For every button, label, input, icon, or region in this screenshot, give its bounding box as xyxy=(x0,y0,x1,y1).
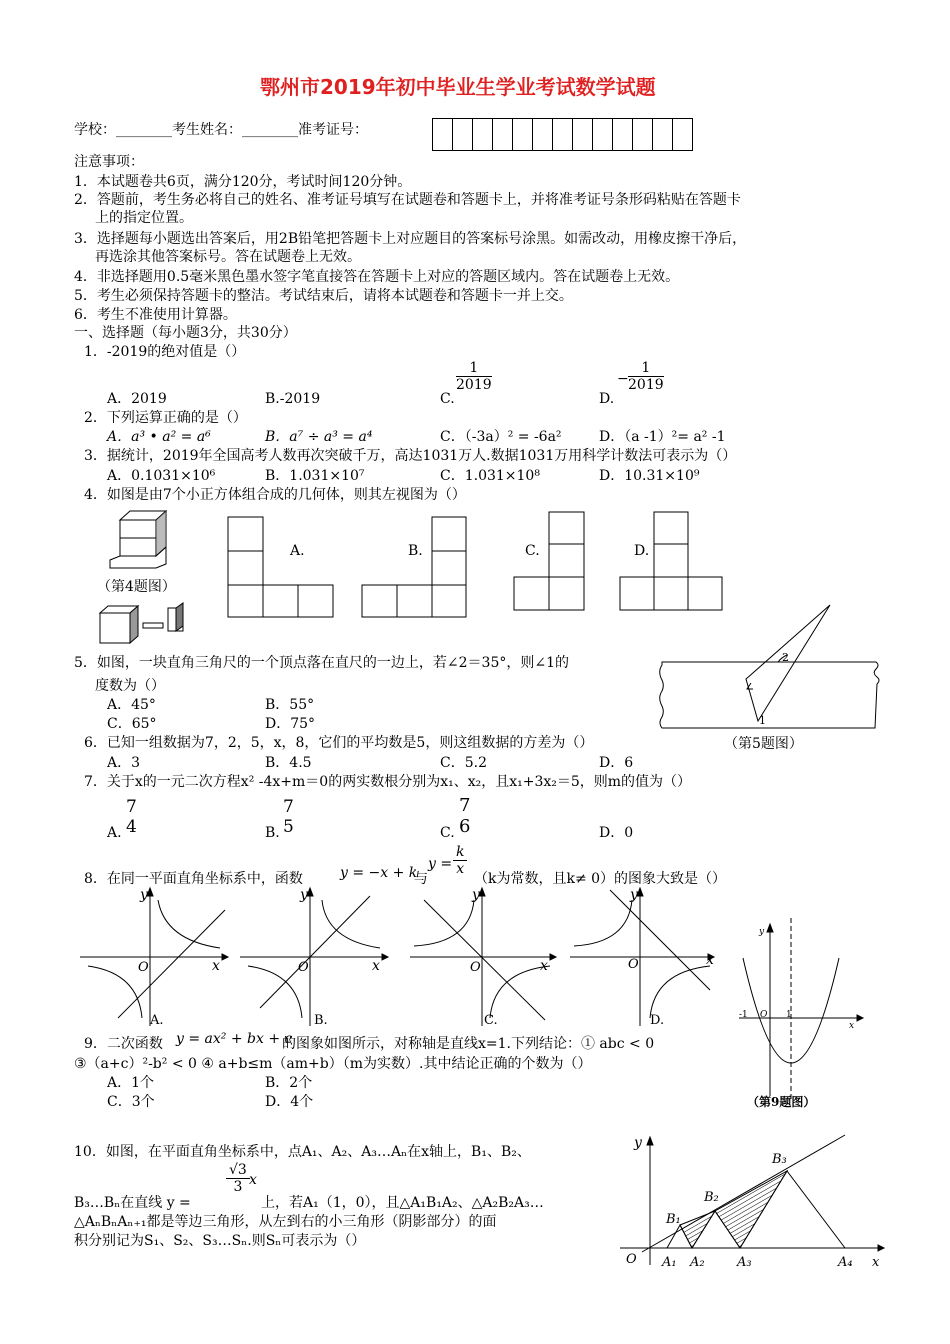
notice-item: 3．选择题每小题选出答案后，用2B铅笔把答题卡上对应题目的答案标号涂黑。如需改动，用橡皮擦干净后， xyxy=(74,231,747,247)
q7-option-a: A. xyxy=(107,825,122,841)
q6-option-b: B．4.5 xyxy=(265,755,312,771)
question-7-stem: 7．关于x的一元二次方程x² -4x+m＝0的两实数根分别为x₁、x₂，且x₁+3x₂＝5，则m的值为（） xyxy=(84,774,692,790)
id-digit-box[interactable] xyxy=(452,118,473,151)
question-10-stem: 10．如图，在平面直角坐标系中，点A₁、A₂、A₃…Aₙ在x轴上，B₁、B₂、 xyxy=(74,1144,531,1160)
notice-item: 6．考生不准使用计算器。 xyxy=(74,307,237,323)
q5-option-c: C．65° xyxy=(107,716,157,732)
q4-option-d-grid xyxy=(619,511,729,611)
q7-option-c: C. xyxy=(440,825,455,841)
question-5-stem-2: 度数为（） xyxy=(95,678,165,694)
id-digit-box[interactable] xyxy=(612,118,633,151)
q8-graph-a xyxy=(80,888,230,1028)
q6-option-a: A．3 xyxy=(107,755,141,771)
q10-b2-label: B₂ xyxy=(704,1190,719,1205)
q1-option-d-sign: − xyxy=(617,371,629,387)
id-digit-box[interactable] xyxy=(672,118,693,151)
question-6-stem: 6．已知一组数据为7，2，5，x，8，它们的平均数是5，则这组数据的方差为（） xyxy=(84,735,594,751)
q4-option-b: B. xyxy=(408,543,423,559)
q7-option-b-fraction: 7 5 xyxy=(283,797,294,837)
q7-option-b: B. xyxy=(265,825,280,841)
q6-option-c: C．5.2 xyxy=(440,755,487,771)
q10-line-x: x xyxy=(249,1172,257,1188)
q8-a-origin-label: O xyxy=(138,960,149,975)
q1-option-d: D. xyxy=(599,391,615,407)
q4-option-d: D. xyxy=(634,543,650,559)
q2-option-c: C．（-3a）² = -6a² xyxy=(440,429,562,445)
q1-option-c-fraction: $\frac{1}{2019}$ xyxy=(456,360,492,393)
question-8-stem-pre: 8．在同一平面直角坐标系中，函数 xyxy=(84,871,303,887)
q3-option-a: A．0.1031×10⁶ xyxy=(107,468,216,484)
q4-option-c-grid xyxy=(513,511,623,611)
q10-x-axis-label: x xyxy=(872,1255,880,1270)
q8-option-a: A. xyxy=(150,1013,164,1028)
q1-option-a: A．2019 xyxy=(107,391,167,407)
q10-triangles-figure xyxy=(620,1135,890,1275)
question-1-stem: 1．-2019的绝对值是（） xyxy=(84,344,246,360)
q8-b-origin-label: O xyxy=(298,960,309,975)
question-5-stem: 5．如图，一块直角三角尺的一个顶点落在直尺的一边上，若∠2＝35°，则∠1的 xyxy=(74,655,569,671)
q8-function-1: y = −x + k xyxy=(340,865,418,881)
q5-option-b: B．55° xyxy=(265,697,315,713)
id-digit-box[interactable] xyxy=(532,118,553,151)
q9-origin-label: O xyxy=(760,1010,768,1020)
id-digit-box[interactable] xyxy=(592,118,613,151)
q9-option-b: B．2个 xyxy=(265,1075,313,1091)
q6-option-d: D．6 xyxy=(599,755,634,771)
q8-b-y-axis-label: y xyxy=(300,887,308,903)
q3-option-b: B．1.031×10⁷ xyxy=(265,468,365,484)
q10-b1-label: B₁ xyxy=(666,1212,681,1227)
q5-angle-1-label: 1 xyxy=(759,714,766,727)
question-8-stem-post: （k为常数，且k≠ 0）的图象大致是（） xyxy=(474,871,727,887)
q4-option-a: A. xyxy=(290,543,305,559)
q9-x-axis-label: x xyxy=(849,1021,855,1031)
id-digit-box[interactable] xyxy=(652,118,673,151)
q4-option-b-grid xyxy=(360,516,470,616)
q9-tick-neg1: -1 xyxy=(739,1010,748,1020)
q5-option-d: D．75° xyxy=(265,716,316,732)
notice-item: 再选涂其他答案标号。答在试题卷上无效。 xyxy=(95,249,361,265)
question-3-stem: 3．据统计，2019年全国高考人数再次突破千万，高达1031万人.数据1031万用科学计数法可表示为（） xyxy=(84,448,737,464)
q8-function-2-lhs: y = xyxy=(428,856,453,872)
q1-option-b: B.-2019 xyxy=(265,391,321,407)
q10-a2-label: A₂ xyxy=(690,1255,705,1270)
q2-option-b: B．a⁷ ÷ a³ = a⁴ xyxy=(265,429,373,445)
q8-a-y-axis-label: y xyxy=(140,887,148,903)
q9-tick-1: 1 xyxy=(786,1010,792,1020)
q8-function-2-fraction: $\frac{k}{x}$ xyxy=(453,844,467,877)
q5-angle-2-label: 2 xyxy=(782,651,789,664)
q10-a4-label: A₄ xyxy=(838,1255,853,1270)
q9-option-c: C．3个 xyxy=(107,1094,155,1110)
q5-option-a: A．45° xyxy=(107,697,156,713)
id-digit-box[interactable] xyxy=(552,118,573,151)
q8-d-x-axis-label: x xyxy=(706,952,714,968)
q3-option-d: D．10.31×10⁹ xyxy=(599,468,700,484)
q4-option-c: C. xyxy=(525,543,540,559)
q5-figure-caption: （第5题图） xyxy=(724,736,803,752)
q8-graph-b xyxy=(240,888,390,1028)
q8-option-d: D. xyxy=(650,1013,665,1028)
q8-d-origin-label: O xyxy=(628,957,639,972)
q8-b-x-axis-label: x xyxy=(372,958,380,974)
q9-option-a: A．1个 xyxy=(107,1075,155,1091)
q4-solid-figure xyxy=(108,508,208,588)
notice-item: 上的指定位置。 xyxy=(95,210,193,226)
id-digit-box[interactable] xyxy=(512,118,533,151)
q8-option-b: B. xyxy=(314,1013,328,1028)
question-9-stem-post: 的图象如图所示，对称轴是直线x=1.下列结论：① abc < 0 xyxy=(282,1036,655,1052)
q9-parabola-figure xyxy=(735,918,865,1118)
notice-item: 4．非选择题用0.5毫米黑色墨水签字笔直接答在答题卡上对应的答题区域内。答在试题卷上无效。 xyxy=(74,269,680,285)
question-8-stem-mid: 与 xyxy=(414,871,428,887)
id-digit-box[interactable] xyxy=(632,118,653,151)
q10-a1-label: A₁ xyxy=(662,1255,677,1270)
q3-option-c: C．1.031×10⁸ xyxy=(440,468,540,484)
q9-function: y = ax² + bx + c xyxy=(176,1031,293,1047)
q1-option-c: C. xyxy=(440,391,455,407)
q10-origin-label: O xyxy=(626,1252,637,1267)
question-10-line-2-post: 上，若A₁（1，0），且△A₁B₁A₂、△A₂B₂A₃… xyxy=(261,1195,544,1211)
q9-option-d: D．4个 xyxy=(265,1094,314,1110)
q4-option-a-grid xyxy=(227,516,337,616)
q10-a3-label: A₃ xyxy=(737,1255,752,1270)
q8-option-c: C. xyxy=(484,1013,498,1028)
q10-y-axis-label: y xyxy=(634,1135,642,1151)
q9-figure-caption: （第9题图） xyxy=(747,1095,816,1109)
id-digit-box[interactable] xyxy=(572,118,593,151)
q4-solid-bottom xyxy=(98,603,198,643)
question-10-line-4: 积分别记为S₁、S₂、S₃…Sₙ.则Sₙ可表示为（） xyxy=(74,1233,366,1249)
q8-graph-c xyxy=(410,888,560,1028)
q10-slope-fraction: $\frac{√3}{3}$ xyxy=(226,1162,250,1195)
q1-option-d-fraction: $\frac{1}{2019}$ xyxy=(628,360,664,393)
question-9-line-2: ③（a+c）²-b² < 0 ④ a+b≤m（am+b）（m为实数）.其中结论正确的个数为（） xyxy=(74,1056,592,1072)
q7-option-c-fraction: 7 6 xyxy=(459,795,471,837)
notice-heading: 注意事项： xyxy=(74,154,144,170)
question-9-stem-pre: 9．二次函数 xyxy=(84,1036,163,1052)
q2-option-d: D．（a -1）²= a² -1 xyxy=(599,429,726,445)
q5-ruler-triangle-figure xyxy=(658,605,883,730)
section-heading: 一、选择题（每小题3分，共30分） xyxy=(74,325,297,341)
question-10-line-3: △AₙBₙAₙ₊₁都是等边三角形，从左到右的小三角形（阴影部分）的面 xyxy=(74,1214,497,1230)
id-digit-box[interactable] xyxy=(432,118,453,151)
q7-option-a-fraction: 7 4 xyxy=(126,797,137,837)
notice-item: 2．答题前，考生务必将自己的姓名、准考证号填写在试题卷和答题卡上，并将准考证号条形码粘贴在答题卡 xyxy=(74,192,741,208)
question-10-line-2-pre: B₃…Bₙ在直线 y = xyxy=(74,1195,191,1211)
id-digit-box[interactable] xyxy=(472,118,493,151)
q4-figure-caption: （第4题图） xyxy=(97,579,176,595)
q8-c-origin-label: O xyxy=(470,960,481,975)
q9-y-axis-label: y xyxy=(759,927,765,937)
q10-b3-label: B₃ xyxy=(772,1152,787,1167)
student-info-line: 学校：________考生姓名：________准考证号： xyxy=(74,122,368,138)
id-digit-box[interactable] xyxy=(492,118,513,151)
q8-c-x-axis-label: x xyxy=(540,958,548,974)
q2-option-a: A．a³ • a² = a⁶ xyxy=(107,429,211,445)
q8-graph-d xyxy=(570,888,720,1028)
question-4-stem: 4．如图是由7个小正方体组合成的几何体，则其左视图为（） xyxy=(84,487,466,503)
id-number-boxes xyxy=(432,118,692,151)
question-2-stem: 2．下列运算正确的是（） xyxy=(84,410,247,426)
q7-option-d: D．0 xyxy=(599,825,634,841)
q8-d-y-axis-label: y xyxy=(630,887,638,903)
q8-c-y-axis-label: y xyxy=(472,887,480,903)
q8-a-x-axis-label: x xyxy=(212,958,220,974)
notice-item: 5．考生必须保持答题卡的整洁。考试结束后，请将本试题卷和答题卡一并上交。 xyxy=(74,288,573,304)
page-title: 鄂州市2019年初中毕业生学业考试数学试题 xyxy=(260,75,656,99)
notice-item: 1．本试题卷共6页，满分120分，考试时间120分钟。 xyxy=(74,174,412,190)
